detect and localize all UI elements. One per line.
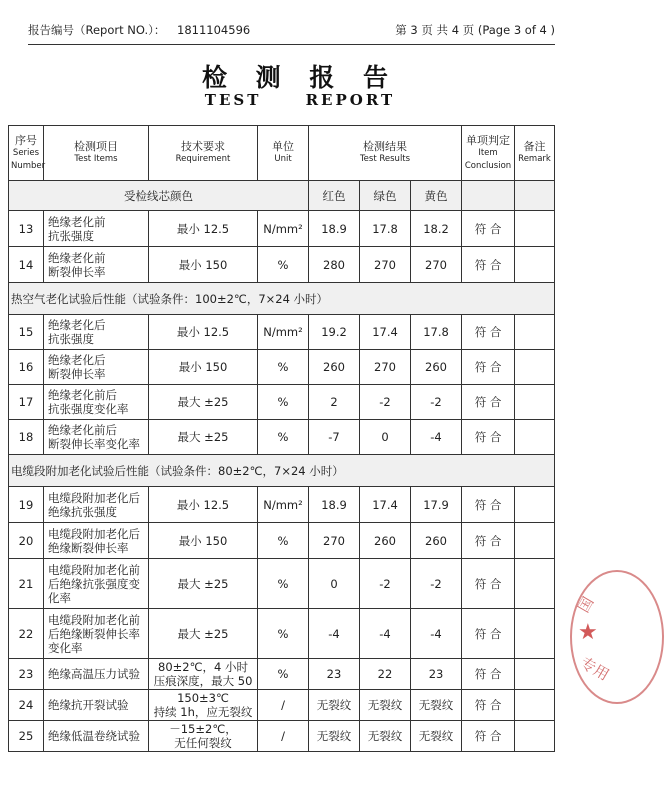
result-red: 无裂纹 <box>309 690 360 721</box>
unit: % <box>258 609 309 659</box>
col-results: 检测结果 Test Results <box>309 126 462 181</box>
verdict: 符 合 <box>462 659 515 690</box>
seq-number: 19 <box>9 487 44 523</box>
requirement: 最大 ±25 <box>149 559 258 609</box>
table-row <box>9 350 555 385</box>
result-yellow: 17.9 <box>411 487 462 523</box>
table-row <box>9 420 555 455</box>
verdict: 符 合 <box>462 350 515 385</box>
test-item: 绝缘老化前后 抗张强度变化率 <box>44 385 149 420</box>
unit: % <box>258 659 309 690</box>
title-en: TEST REPORT <box>204 91 396 109</box>
remark <box>515 487 555 523</box>
star-icon: ★ <box>578 620 598 645</box>
verdict: 符 合 <box>462 721 515 752</box>
seq-number: 13 <box>9 211 44 247</box>
requirement: 150±3℃ 持续 1h，应无裂纹 <box>149 690 258 721</box>
col-remark: 备注 Remark <box>515 126 555 181</box>
verdict: 符 合 <box>462 315 515 350</box>
remark <box>515 420 555 455</box>
test-item: 电缆段附加老化前 后绝缘抗张强度变 化率 <box>44 559 149 609</box>
result-yellow: -2 <box>411 559 462 609</box>
result-yellow: 17.8 <box>411 315 462 350</box>
result-yellow: 18.2 <box>411 211 462 247</box>
remark <box>515 211 555 247</box>
test-item: 绝缘老化前 抗张强度 <box>44 211 149 247</box>
seq-number: 23 <box>9 659 44 690</box>
result-red: 23 <box>309 659 360 690</box>
verdict: 符 合 <box>462 211 515 247</box>
result-green: 22 <box>360 659 411 690</box>
result-red: 260 <box>309 350 360 385</box>
remark <box>515 350 555 385</box>
requirement: －15±2℃， 无任何裂纹 <box>149 721 258 752</box>
seq-number: 17 <box>9 385 44 420</box>
report-no-label: 报告编号（Report NO.）： <box>28 23 166 37</box>
seq-number: 20 <box>9 523 44 559</box>
subheader-row <box>9 181 555 211</box>
verdict: 符 合 <box>462 420 515 455</box>
remark <box>515 659 555 690</box>
result-green: 17.8 <box>360 211 411 247</box>
seq-number: 15 <box>9 315 44 350</box>
unit: % <box>258 247 309 283</box>
result-green: 260 <box>360 523 411 559</box>
page-header <box>28 18 555 45</box>
unit: % <box>258 523 309 559</box>
report-number <box>28 22 250 38</box>
table-row <box>9 385 555 420</box>
result-yellow: -2 <box>411 385 462 420</box>
page-cn: 第 3 页 共 4 页 <box>395 23 475 37</box>
result-yellow: 无裂纹 <box>411 690 462 721</box>
test-item: 绝缘老化后 断裂伸长率 <box>44 350 149 385</box>
verdict: 符 合 <box>462 523 515 559</box>
test-item: 绝缘老化前后 断裂伸长率变化率 <box>44 420 149 455</box>
seq-number: 22 <box>9 609 44 659</box>
result-green: -2 <box>360 385 411 420</box>
table-row <box>9 211 555 247</box>
result-red: 280 <box>309 247 360 283</box>
unit: % <box>258 420 309 455</box>
result-green: 无裂纹 <box>360 721 411 752</box>
result-red: 0 <box>309 559 360 609</box>
seq-number: 21 <box>9 559 44 609</box>
test-item: 电缆段附加老化后 绝缘断裂伸长率 <box>44 523 149 559</box>
results-table <box>8 125 555 752</box>
requirement: 最小 12.5 <box>149 315 258 350</box>
color-green: 绿色 <box>360 181 411 211</box>
result-yellow: -4 <box>411 609 462 659</box>
result-green: 270 <box>360 350 411 385</box>
result-green: 0 <box>360 420 411 455</box>
table-row <box>9 247 555 283</box>
result-yellow: 270 <box>411 247 462 283</box>
section-title: 热空气老化试验后性能（试验条件：100±2℃，7×24 小时） <box>9 283 555 315</box>
core-color-label: 受检线芯颜色 <box>9 181 309 211</box>
result-yellow: 23 <box>411 659 462 690</box>
table-row <box>9 559 555 609</box>
remark <box>515 315 555 350</box>
verdict: 符 合 <box>462 247 515 283</box>
result-red: 无裂纹 <box>309 721 360 752</box>
seq-number: 25 <box>9 721 44 752</box>
requirement: 最小 150 <box>149 523 258 559</box>
table-row <box>9 659 555 690</box>
section-cable-aging <box>9 455 555 487</box>
result-green: 无裂纹 <box>360 690 411 721</box>
result-red: -7 <box>309 420 360 455</box>
official-seal: 国 ★ 专用 <box>570 570 664 704</box>
requirement: 最小 12.5 <box>149 487 258 523</box>
test-item: 绝缘高温压力试验 <box>44 659 149 690</box>
requirement: 80±2℃，4 小时 压痕深度，最大 50 <box>149 659 258 690</box>
test-item: 绝缘老化前 断裂伸长率 <box>44 247 149 283</box>
col-unit: 单位 Unit <box>258 126 309 181</box>
requirement: 最小 150 <box>149 247 258 283</box>
report-no-value: 1811104596 <box>177 23 251 37</box>
result-yellow: 260 <box>411 350 462 385</box>
verdict: 符 合 <box>462 609 515 659</box>
col-requirement: 技术要求 Requirement <box>149 126 258 181</box>
table-row <box>9 523 555 559</box>
table-row <box>9 609 555 659</box>
page-en: (Page 3 of 4 ) <box>477 23 555 37</box>
title-cn: 检 测 报 告 <box>201 63 399 92</box>
unit: / <box>258 721 309 752</box>
result-green: 270 <box>360 247 411 283</box>
result-yellow: 260 <box>411 523 462 559</box>
seq-number: 14 <box>9 247 44 283</box>
result-yellow: 无裂纹 <box>411 721 462 752</box>
remark <box>515 385 555 420</box>
test-item: 绝缘低温卷绕试验 <box>44 721 149 752</box>
test-item: 绝缘抗开裂试验 <box>44 690 149 721</box>
verdict: 符 合 <box>462 690 515 721</box>
unit: N/mm² <box>258 487 309 523</box>
result-red: 270 <box>309 523 360 559</box>
unit: % <box>258 350 309 385</box>
unit: / <box>258 690 309 721</box>
seq-number: 16 <box>9 350 44 385</box>
test-item: 电缆段附加老化前 后绝缘断裂伸长率 变化率 <box>44 609 149 659</box>
remark <box>515 523 555 559</box>
result-green: -4 <box>360 609 411 659</box>
unit: N/mm² <box>258 211 309 247</box>
section-thermal-aging <box>9 283 555 315</box>
result-yellow: -4 <box>411 420 462 455</box>
result-red: 2 <box>309 385 360 420</box>
test-item: 电缆段附加老化后 绝缘抗张强度 <box>44 487 149 523</box>
table-row <box>9 690 555 721</box>
result-green: -2 <box>360 559 411 609</box>
remark <box>515 609 555 659</box>
table-row <box>9 487 555 523</box>
verdict: 符 合 <box>462 385 515 420</box>
remark <box>515 247 555 283</box>
unit: % <box>258 385 309 420</box>
col-item: 检测项目 Test Items <box>44 126 149 181</box>
page-indicator <box>395 22 555 38</box>
remark <box>515 690 555 721</box>
test-item: 绝缘老化后 抗张强度 <box>44 315 149 350</box>
result-red: 18.9 <box>309 211 360 247</box>
verdict: 符 合 <box>462 487 515 523</box>
requirement: 最小 150 <box>149 350 258 385</box>
requirement: 最小 12.5 <box>149 211 258 247</box>
requirement: 最大 ±25 <box>149 609 258 659</box>
result-red: 18.9 <box>309 487 360 523</box>
requirement: 最大 ±25 <box>149 420 258 455</box>
seq-number: 24 <box>9 690 44 721</box>
unit: N/mm² <box>258 315 309 350</box>
color-red: 红色 <box>309 181 360 211</box>
result-red: -4 <box>309 609 360 659</box>
header-row <box>9 126 555 181</box>
result-green: 17.4 <box>360 315 411 350</box>
section-title: 电缆段附加老化试验后性能（试验条件：80±2℃，7×24 小时） <box>9 455 555 487</box>
remark <box>515 559 555 609</box>
result-red: 19.2 <box>309 315 360 350</box>
seq-number: 18 <box>9 420 44 455</box>
result-green: 17.4 <box>360 487 411 523</box>
col-seq: 序号 Series Number <box>9 126 44 181</box>
remark <box>515 721 555 752</box>
color-yellow: 黄色 <box>411 181 462 211</box>
table-row <box>9 315 555 350</box>
requirement: 最大 ±25 <box>149 385 258 420</box>
col-verdict: 单项判定 Item Conclusion <box>462 126 515 181</box>
verdict: 符 合 <box>462 559 515 609</box>
unit: % <box>258 559 309 609</box>
table-row <box>9 721 555 752</box>
